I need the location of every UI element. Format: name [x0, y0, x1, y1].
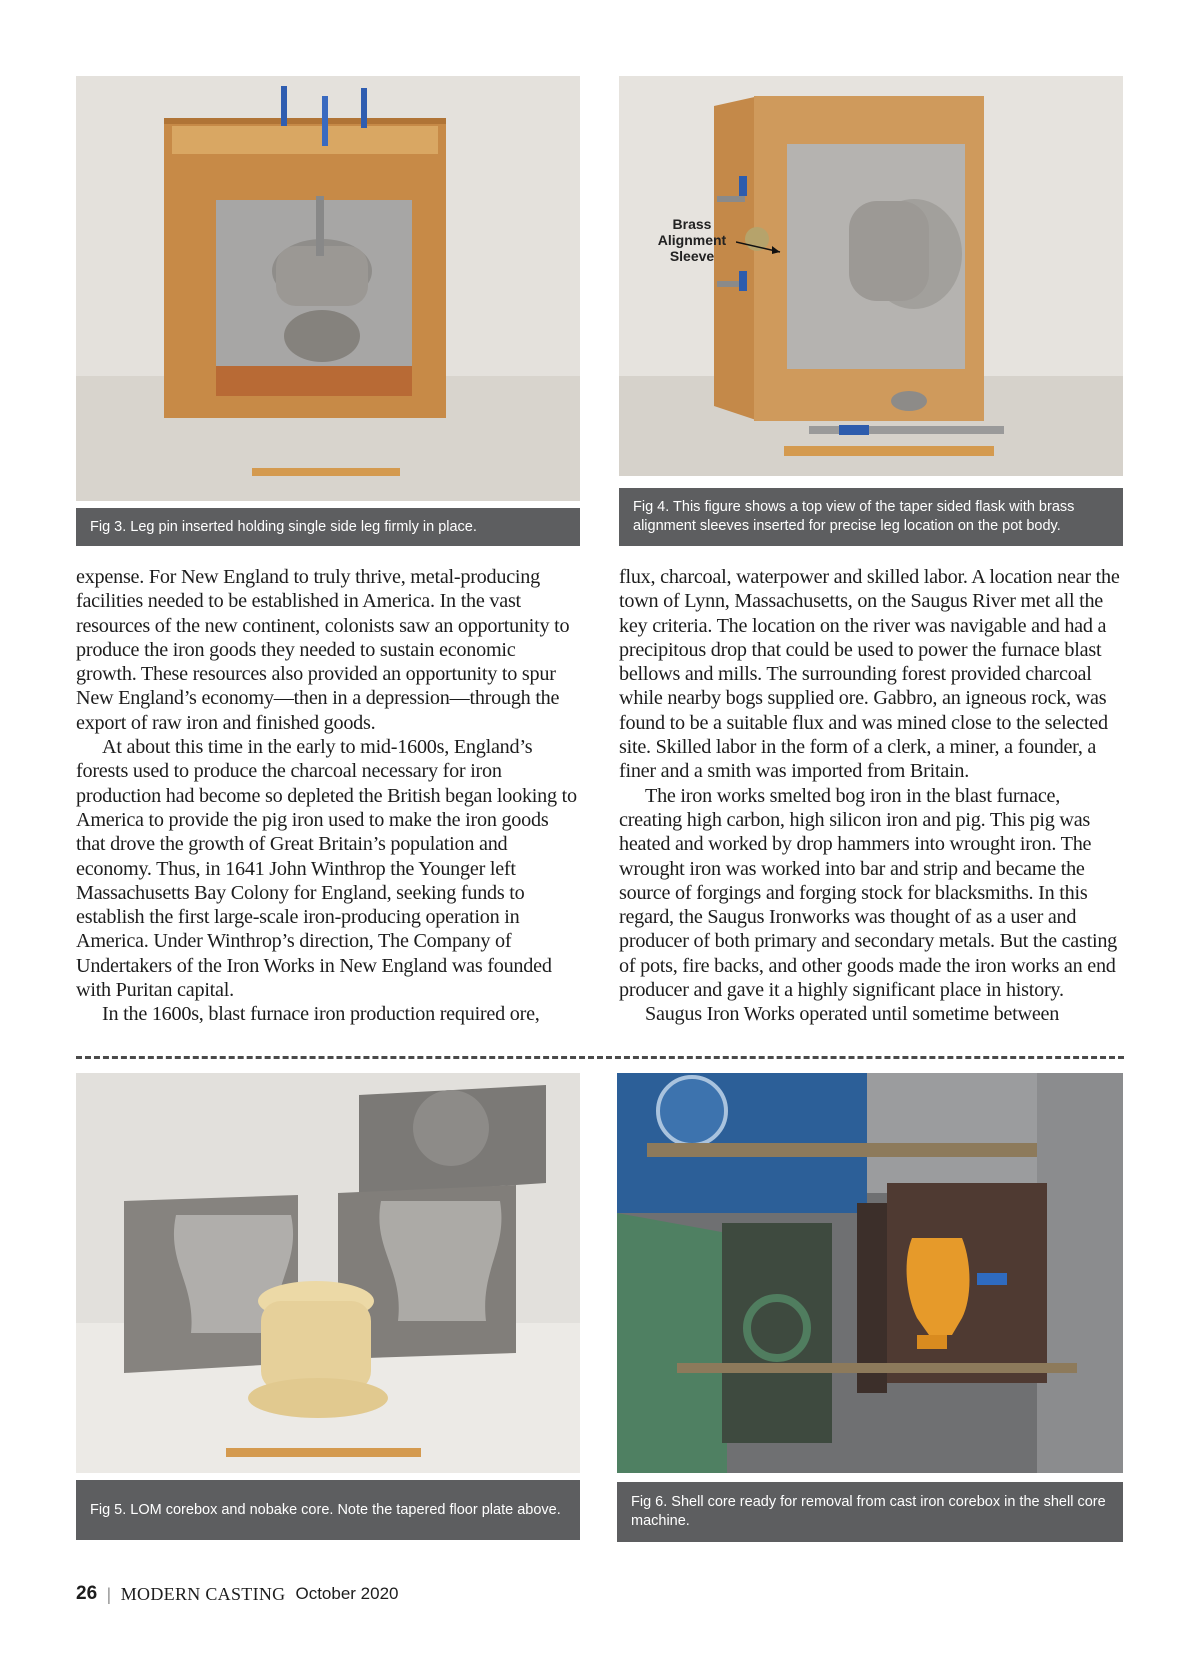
annotation-leader-line: [736, 238, 786, 258]
fig6-caption-text: Fig 6. Shell core ready for removal from cast iron corebox in the shell core machine.: [631, 1494, 1106, 1529]
page-footer: [76, 1581, 398, 1607]
footer-separator: |: [107, 1583, 111, 1604]
fig3-caption-text: Fig 3. Leg pin inserted holding single side leg firmly in place.: [90, 518, 477, 535]
brass-alignment-sleeve-label: [642, 216, 742, 264]
fig4-photo: [619, 76, 1123, 476]
paragraph: Saugus Iron Works operated until sometime between: [645, 1003, 1060, 1026]
fig6-photo: [617, 1073, 1123, 1473]
left-column: [76, 565, 578, 1027]
paragraph: flux, charcoal, waterpower and skilled labor. A location near the town of Lynn, Massachusetts, on the Saugus River met all the key criteria. The location on the river was navigable and had a precipitous drop that could be used to power the furnace blast bellows and mills. The surrounding forest provided charcoal while nearby bogs supplied ore. Gabbro, an igneous rock, was found to be a suitable flux and was mined close to the selected site. Skilled labor in the form of a clerk, a miner, a founder, a finer and a smith was imported from Britain.: [619, 566, 1120, 783]
annot-line-1: Brass: [672, 216, 712, 232]
issue-date: October 2020: [295, 1584, 399, 1603]
paragraph: At about this time in the early to mid-1600s, England’s forests used to produce the charcoal necessary for iron production had become so depleted the British began looking to America to provide the pig iron used to make the iron goods that drove the growth of Great Britain’s population and economy. Thus, in 1641 John Winthrop the Younger left Massachusetts Bay Colony for England, seeking funds to establish the first large-scale iron-producing operation in America. Under Winthrop’s direction, The Company of Undertakers of the Iron Works in New England was founded with Puritan capital.: [76, 736, 577, 1002]
magazine-title: MODERN CASTING: [120, 1583, 286, 1604]
fig3-photo: [76, 76, 580, 501]
fig4-caption: [619, 488, 1123, 546]
fig5-caption-text: Fig 5. LOM corebox and nobake core. Note the tapered floor plate above.: [90, 1501, 561, 1518]
fig5-caption: [76, 1480, 580, 1540]
annot-line-3: Sleeve: [669, 248, 715, 264]
fig6-caption: [617, 1482, 1123, 1542]
annot-line-2: Alignment: [657, 232, 727, 248]
paragraph: expense. For New England to truly thrive, metal-producing facilities needed to be established in America. In the vast resources of the new continent, colonists saw an opportunity to produce the iron goods they needed to sustain economic growth. These resources also provided an opportunity to spur New England’s economy—then in a depression—through the export of raw iron and finished goods.: [76, 566, 570, 734]
paragraph: In the 1600s, blast furnace iron production required ore,: [102, 1003, 540, 1026]
page-number: 26: [76, 1583, 98, 1604]
paragraph: The iron works smelted bog iron in the blast furnace, creating high carbon, high silicon iron and pig. This pig was heated and worked by drop hammers into wrought iron. The wrought iron was worked into bar and strip and became the source of forgings and forging stock for blacksmiths. In this regard, the Saugus Ironworks was thought of as a user and producer of both primary and secondary metals. But the casting of pots, fire backs, and other goods made the iron works an end producer and gave it a highly significant place in history.: [619, 784, 1118, 1002]
fig3-caption: [76, 508, 580, 546]
section-divider: [76, 1056, 1124, 1059]
fig4-caption-text: Fig 4. This figure shows a top view of the taper sided flask with brass alignment sleeves inserted for precise leg location on the pot body.: [633, 499, 1075, 534]
right-column: [619, 565, 1121, 1027]
fig5-photo: [76, 1073, 580, 1473]
